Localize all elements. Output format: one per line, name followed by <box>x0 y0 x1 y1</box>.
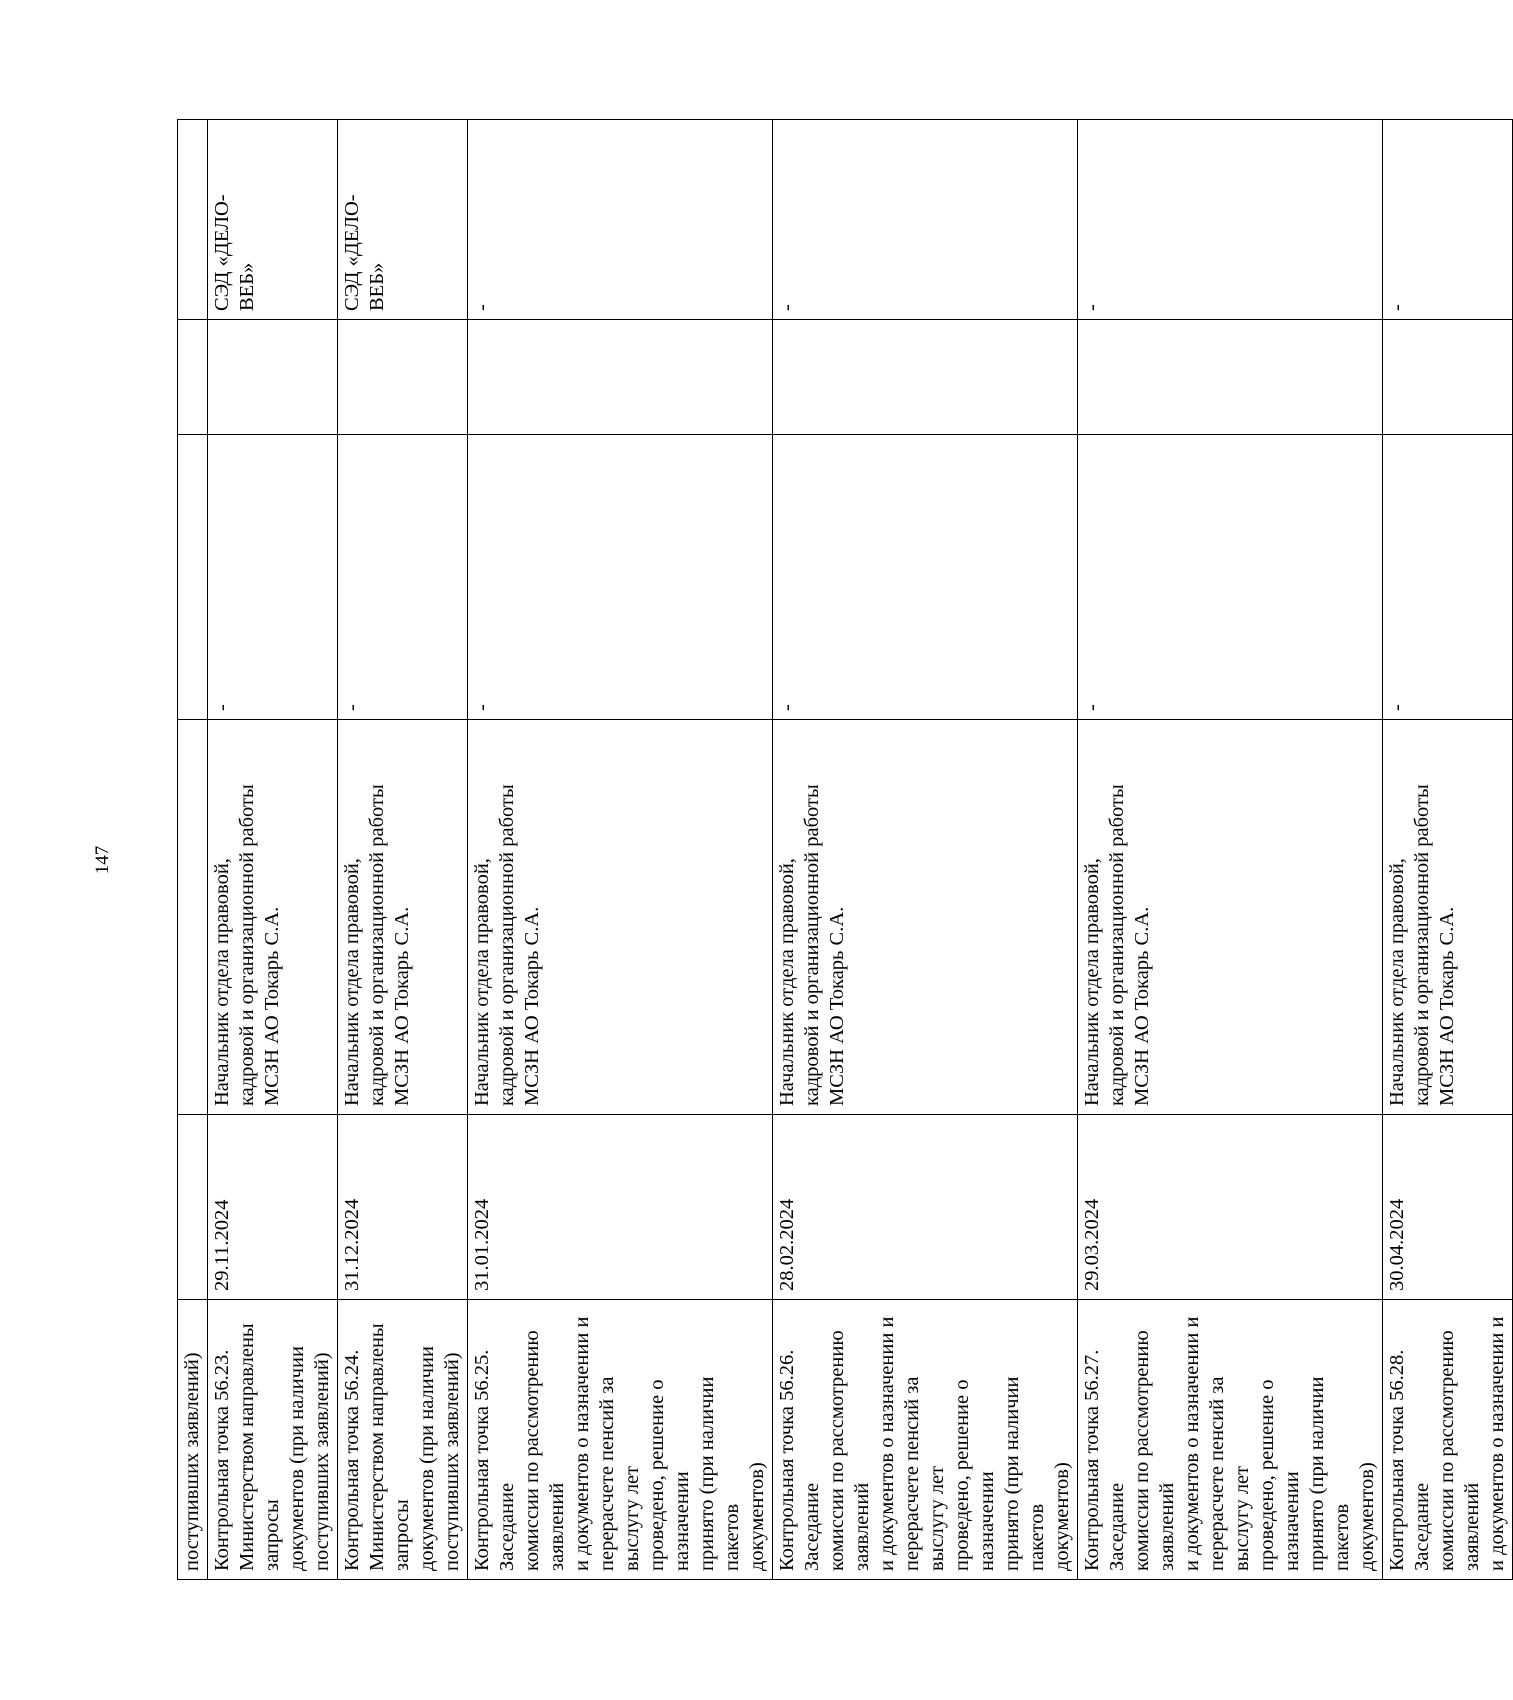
date-cell: 31.01.2024 <box>468 1115 773 1300</box>
col5-cell <box>468 320 773 435</box>
col4-cell: - <box>338 435 468 720</box>
table-row <box>468 120 773 1580</box>
date-cell: 31.12.2024 <box>338 1115 468 1300</box>
description-cell: Контрольная точка 56.28. Заседание комиссии по рассмотрению заявлений и документов о назначении и <box>1383 1300 1513 1580</box>
date-cell: 29.03.2024 <box>1078 1115 1383 1300</box>
description-cell: поступивших заявлений) <box>178 1300 208 1580</box>
description-cell: Контрольная точка 56.24. Министерством направлены запросы документов (при наличии поступивших заявлений) <box>338 1300 468 1580</box>
description-cell: Контрольная точка 56.26. Заседание комиссии по рассмотрению заявлений и документов о назначении и перерасчете пенсий за выслугу лет проведено, решение о назначении принято (при наличии пакетов документов) <box>773 1300 1078 1580</box>
page-number: 147 <box>92 845 113 875</box>
date-cell: 29.11.2024 <box>208 1115 338 1300</box>
col5-cell <box>1383 320 1513 435</box>
description-cell: Контрольная точка 56.25. Заседание комиссии по рассмотрению заявлений и документов о назначении и перерасчете пенсий за выслугу лет проведено, решение о назначении принято (при наличии пакетов документов) <box>468 1300 773 1580</box>
system-cell: - <box>1383 120 1513 320</box>
responsible-cell: Начальник отдела правовой, кадровой и организационной работы МСЗН АО Токарь С.А. <box>773 720 1078 1115</box>
responsible-cell: Начальник отдела правовой, кадровой и организационной работы МСЗН АО Токарь С.А. <box>338 720 468 1115</box>
col5-cell <box>1078 320 1383 435</box>
responsible-cell: Начальник отдела правовой, кадровой и организационной работы МСЗН АО Токарь С.А. <box>208 720 338 1115</box>
system-cell: - <box>468 120 773 320</box>
description-cell: Контрольная точка 56.23. Министерством направлены запросы документов (при наличии поступивших заявлений) <box>208 1300 338 1580</box>
system-cell: - <box>773 120 1078 320</box>
system-cell: - <box>1078 120 1383 320</box>
table-row-continuation <box>178 120 208 1580</box>
date-cell: 28.02.2024 <box>773 1115 1078 1300</box>
table-row <box>1078 120 1383 1580</box>
col5-cell <box>338 320 468 435</box>
col4-cell: - <box>208 435 338 720</box>
col4-cell: - <box>1383 435 1513 720</box>
col5-cell <box>178 320 208 435</box>
system-cell: СЭД «ДЕЛО- ВЕБ» <box>208 120 338 320</box>
table-row <box>773 120 1078 1580</box>
system-cell: СЭД «ДЕЛО- ВЕБ» <box>338 120 468 320</box>
responsible-cell: Начальник отдела правовой, кадровой и организационной работы МСЗН АО Токарь С.А. <box>468 720 773 1115</box>
col5-cell <box>208 320 338 435</box>
responsible-cell <box>178 720 208 1115</box>
table-row <box>1383 120 1513 1580</box>
control-points-table <box>177 119 1513 1580</box>
col4-cell: - <box>1078 435 1383 720</box>
responsible-cell: Начальник отдела правовой, кадровой и организационной работы МСЗН АО Токарь С.А. <box>1383 720 1513 1115</box>
table-row <box>208 120 338 1580</box>
date-cell <box>178 1115 208 1300</box>
col4-cell <box>178 435 208 720</box>
table-row <box>338 120 468 1580</box>
description-cell: Контрольная точка 56.27. Заседание комиссии по рассмотрению заявлений и документов о назначении и перерасчете пенсий за выслугу лет проведено, решение о назначении принято (при наличии пакетов документов) <box>1078 1300 1383 1580</box>
control-points-table-wrapper <box>177 120 1508 1580</box>
system-cell <box>178 120 208 320</box>
date-cell: 30.04.2024 <box>1383 1115 1513 1300</box>
col4-cell: - <box>773 435 1078 720</box>
col5-cell <box>773 320 1078 435</box>
col4-cell: - <box>468 435 773 720</box>
responsible-cell: Начальник отдела правовой, кадровой и организационной работы МСЗН АО Токарь С.А. <box>1078 720 1383 1115</box>
